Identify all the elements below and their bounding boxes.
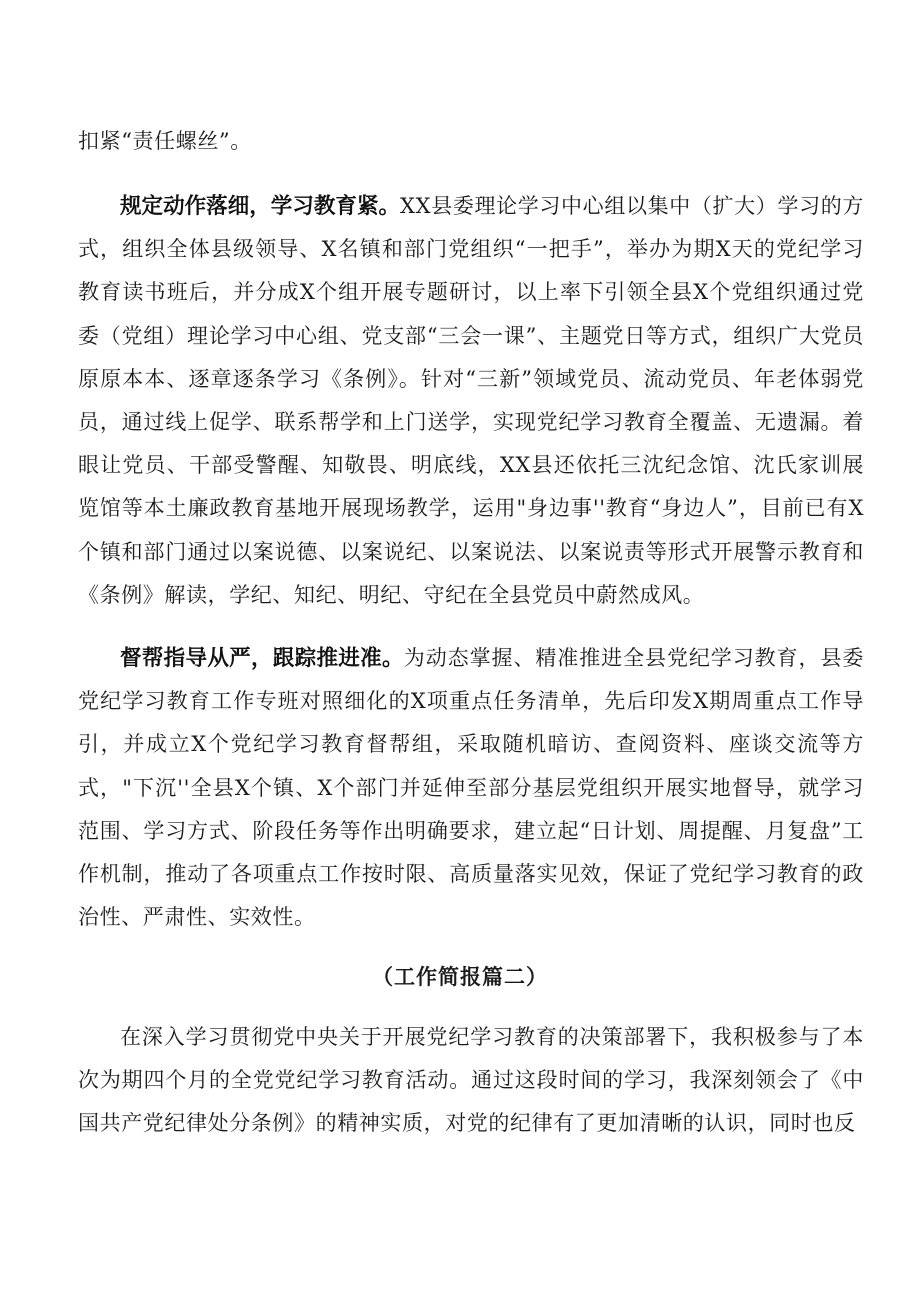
section-1-paragraph <box>78 185 864 617</box>
intro-fragment: 扣紧“责任螺丝”。 <box>78 129 252 153</box>
section-3-paragraph: 在深入学习贯彻党中央关于开展党纪学习教育的决策部署下，我积极参与了本次为期四个月的全党党纪学习教育活动。通过这段时间的学习，我深刻领会了《中国共产党纪律处分条例》的精神实质，对党的纪律有了更加清晰的认识，同时也反 <box>78 1025 864 1136</box>
section-2-paragraph <box>78 637 864 939</box>
section-1-body: XX县委理论学习中心组以集中（扩大）学习的方式，组织全体县级领导、X名镇和部门党组织“一把手”，举办为期X天的党纪学习教育读书班后，并分成X个组开展专题研讨，以上率下引领全县X个党组织通过党委（党组）理论学习中心组、党支部“三会一课”、主题党日等方式，组织广大党员原原本本、逐章逐条学习《条例》。针对“三新”领域党员、流动党员、年老体弱党员，通过线上促学、联系帮学和上门送学，实现党纪学习教育全覆盖、无遗漏。着眼让党员、干部受警醒、知敬畏、明底线，XX县还依托三沈纪念馆、沈氏家训展览馆等本土廉政教育基地开展现场教学，运用"身边事''教育“身边人”，目前已有X个镇和部门通过以案说德、以案说纪、以案说法、以案说责等形式开展警示教育和《条例》解读，学纪、知纪、明纪、守纪在全县党员中蔚然成风。 <box>78 194 864 607</box>
section-2-body: 为动态掌握、精准推进全县党纪学习教育，县委党纪学习教育工作专班对照细化的X项重点任务清单，先后印发X期周重点工作导引，并成立X个党纪学习教育督帮组，采取随机暗访、查阅资料、座谈交流等方式，"下沉''全县X个镇、X个部门并延伸至部分基层党组织开展实地督导，就学习范围、学习方式、阶段任务等作出明确要求，建立起“日计划、周提醒、月复盘”工作机制，推动了各项重点工作按时限、高质量落实见效，保证了党纪学习教育的政治性、严肃性、实效性。 <box>78 646 864 930</box>
section-2-heading: 督帮指导从严，跟踪推进准。 <box>120 646 404 671</box>
report-subtitle: （工作简报篇二） <box>372 964 548 989</box>
section-1-heading: 规定动作落细，学习教育紧。 <box>120 194 401 219</box>
